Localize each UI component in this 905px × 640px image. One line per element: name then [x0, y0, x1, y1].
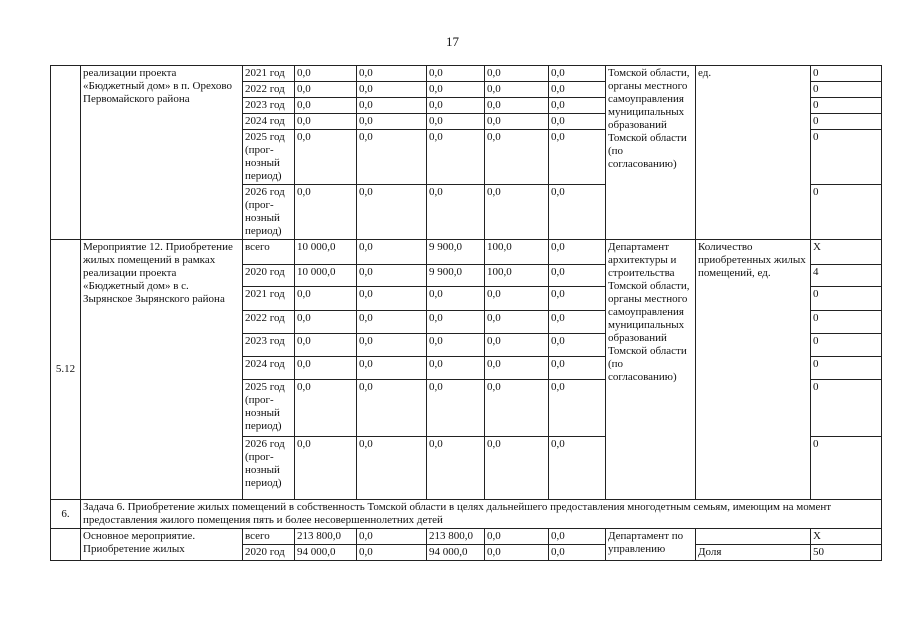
value-other-cell: 0,0: [549, 529, 606, 545]
value-regional-cell: 0,0: [427, 334, 485, 357]
value-total-cell: 0,0: [295, 66, 357, 82]
value-regional-cell: 0,0: [427, 130, 485, 185]
value-local-cell: 0,0: [485, 357, 549, 380]
value-other-cell: 0,0: [549, 334, 606, 357]
value-local-cell: 0,0: [485, 529, 549, 545]
value-federal-cell: 0,0: [357, 82, 427, 98]
value-regional-cell: 0,0: [427, 82, 485, 98]
value-other-cell: 0,0: [549, 114, 606, 130]
value-regional-cell: 0,0: [427, 114, 485, 130]
row-number-cell: [51, 66, 81, 240]
value-other-cell: 0,0: [549, 98, 606, 114]
value-other-cell: 0,0: [549, 545, 606, 561]
executor-cell: Департамент архитектуры и строительства Томской области, органы местного самоуправления муниципальных образований Томской области (по согласованию): [606, 240, 696, 500]
year-cell: всего: [243, 529, 295, 545]
target-value-cell: 0: [811, 130, 882, 185]
value-local-cell: 0,0: [485, 130, 549, 185]
value-other-cell: 0,0: [549, 357, 606, 380]
value-total-cell: 0,0: [295, 114, 357, 130]
value-federal-cell: 0,0: [357, 66, 427, 82]
value-other-cell: 0,0: [549, 240, 606, 265]
value-total-cell: 0,0: [295, 437, 357, 500]
value-federal-cell: 0,0: [357, 287, 427, 311]
table-body: [51, 66, 882, 561]
row-number-cell: [51, 529, 81, 561]
indicator-cell: [696, 529, 811, 545]
value-local-cell: 100,0: [485, 265, 549, 287]
target-value-cell: 0: [811, 66, 882, 82]
value-other-cell: 0,0: [549, 311, 606, 334]
target-value-cell: 0: [811, 114, 882, 130]
value-other-cell: 0,0: [549, 185, 606, 240]
program-table: [50, 65, 882, 561]
value-total-cell: 10 000,0: [295, 240, 357, 265]
value-federal-cell: 0,0: [357, 529, 427, 545]
year-cell: 2021 год: [243, 66, 295, 82]
target-value-cell: 0: [811, 357, 882, 380]
value-federal-cell: 0,0: [357, 240, 427, 265]
executor-cell: Томской области, органы местного самоуправления муниципальных образований Томской области (по согласованию): [606, 66, 696, 240]
page-number: 17: [446, 34, 459, 49]
year-cell: 2021 год: [243, 287, 295, 311]
value-federal-cell: 0,0: [357, 265, 427, 287]
target-value-cell: 50: [811, 545, 882, 561]
measure-name-cell: Мероприятие 12. Приобретение жилых помещений в рамках реализации проекта «Бюджетный дом» в с. Зырянское Зырянского района: [81, 240, 243, 500]
value-regional-cell: 94 000,0: [427, 545, 485, 561]
task-number-cell: 6.: [51, 500, 81, 529]
value-regional-cell: 213 800,0: [427, 529, 485, 545]
value-other-cell: 0,0: [549, 82, 606, 98]
value-total-cell: 0,0: [295, 185, 357, 240]
value-regional-cell: 0,0: [427, 380, 485, 437]
value-federal-cell: 0,0: [357, 311, 427, 334]
value-local-cell: 0,0: [485, 545, 549, 561]
value-federal-cell: 0,0: [357, 437, 427, 500]
value-regional-cell: 9 900,0: [427, 265, 485, 287]
year-cell: 2025 год (прог-нозный период): [243, 380, 295, 437]
value-regional-cell: 9 900,0: [427, 240, 485, 265]
value-local-cell: 0,0: [485, 334, 549, 357]
value-local-cell: 0,0: [485, 114, 549, 130]
value-federal-cell: 0,0: [357, 334, 427, 357]
value-regional-cell: 0,0: [427, 185, 485, 240]
target-value-cell: X: [811, 240, 882, 265]
value-federal-cell: 0,0: [357, 130, 427, 185]
target-value-cell: 4: [811, 265, 882, 287]
measure-name-cell: реализации проекта «Бюджетный дом» в п. Орехово Первомайского района: [81, 66, 243, 240]
year-cell: 2024 год: [243, 357, 295, 380]
year-cell: 2022 год: [243, 311, 295, 334]
year-cell: 2025 год (прог-нозный период): [243, 130, 295, 185]
row-number-cell: 5.12: [51, 240, 81, 500]
executor-cell: Департамент по управлению: [606, 529, 696, 561]
year-cell: 2022 год: [243, 82, 295, 98]
value-local-cell: 0,0: [485, 311, 549, 334]
value-other-cell: 0,0: [549, 130, 606, 185]
value-local-cell: 0,0: [485, 98, 549, 114]
value-regional-cell: 0,0: [427, 437, 485, 500]
year-cell: 2024 год: [243, 114, 295, 130]
task-text-cell: Задача 6. Приобретение жилых помещений в собственность Томской области в целях дальнейшего предоставления многодетным семьям, имеющим на момент предоставления жилого помещения пять и более несовершеннолетних детей: [81, 500, 882, 529]
value-total-cell: 0,0: [295, 357, 357, 380]
measure-name-cell: Основное мероприятие. Приобретение жилых: [81, 529, 243, 561]
value-federal-cell: 0,0: [357, 185, 427, 240]
target-value-cell: 0: [811, 311, 882, 334]
value-local-cell: 100,0: [485, 240, 549, 265]
value-federal-cell: 0,0: [357, 380, 427, 437]
target-value-cell: X: [811, 529, 882, 545]
value-federal-cell: 0,0: [357, 357, 427, 380]
target-value-cell: 0: [811, 334, 882, 357]
value-regional-cell: 0,0: [427, 66, 485, 82]
year-cell: 2026 год (прог-нозный период): [243, 185, 295, 240]
value-local-cell: 0,0: [485, 287, 549, 311]
value-total-cell: 94 000,0: [295, 545, 357, 561]
value-local-cell: 0,0: [485, 185, 549, 240]
value-total-cell: 0,0: [295, 98, 357, 114]
target-value-cell: 0: [811, 185, 882, 240]
value-federal-cell: 0,0: [357, 545, 427, 561]
target-value-cell: 0: [811, 380, 882, 437]
indicator-cell: Доля: [696, 545, 811, 561]
value-regional-cell: 0,0: [427, 287, 485, 311]
year-cell: 2026 год (прог-нозный период): [243, 437, 295, 500]
year-cell: 2023 год: [243, 98, 295, 114]
year-cell: всего: [243, 240, 295, 265]
table-row: [51, 66, 882, 82]
task-row: [51, 500, 882, 529]
value-local-cell: 0,0: [485, 82, 549, 98]
value-local-cell: 0,0: [485, 66, 549, 82]
value-regional-cell: 0,0: [427, 311, 485, 334]
value-federal-cell: 0,0: [357, 98, 427, 114]
target-value-cell: 0: [811, 98, 882, 114]
value-total-cell: 0,0: [295, 311, 357, 334]
value-total-cell: 0,0: [295, 130, 357, 185]
value-other-cell: 0,0: [549, 437, 606, 500]
value-other-cell: 0,0: [549, 265, 606, 287]
table-row: [51, 240, 882, 265]
value-regional-cell: 0,0: [427, 357, 485, 380]
year-cell: 2023 год: [243, 334, 295, 357]
indicator-cell: Количество приобретенных жилых помещений, ед.: [696, 240, 811, 500]
value-local-cell: 0,0: [485, 380, 549, 437]
value-local-cell: 0,0: [485, 437, 549, 500]
year-cell: 2020 год: [243, 265, 295, 287]
target-value-cell: 0: [811, 82, 882, 98]
value-other-cell: 0,0: [549, 66, 606, 82]
value-regional-cell: 0,0: [427, 98, 485, 114]
value-total-cell: 0,0: [295, 287, 357, 311]
value-federal-cell: 0,0: [357, 114, 427, 130]
table-row: [51, 529, 882, 545]
value-other-cell: 0,0: [549, 287, 606, 311]
value-total-cell: 10 000,0: [295, 265, 357, 287]
value-total-cell: 0,0: [295, 82, 357, 98]
indicator-cell: ед.: [696, 66, 811, 240]
year-cell: 2020 год: [243, 545, 295, 561]
value-total-cell: 213 800,0: [295, 529, 357, 545]
target-value-cell: 0: [811, 437, 882, 500]
value-total-cell: 0,0: [295, 334, 357, 357]
target-value-cell: 0: [811, 287, 882, 311]
value-total-cell: 0,0: [295, 380, 357, 437]
value-other-cell: 0,0: [549, 380, 606, 437]
